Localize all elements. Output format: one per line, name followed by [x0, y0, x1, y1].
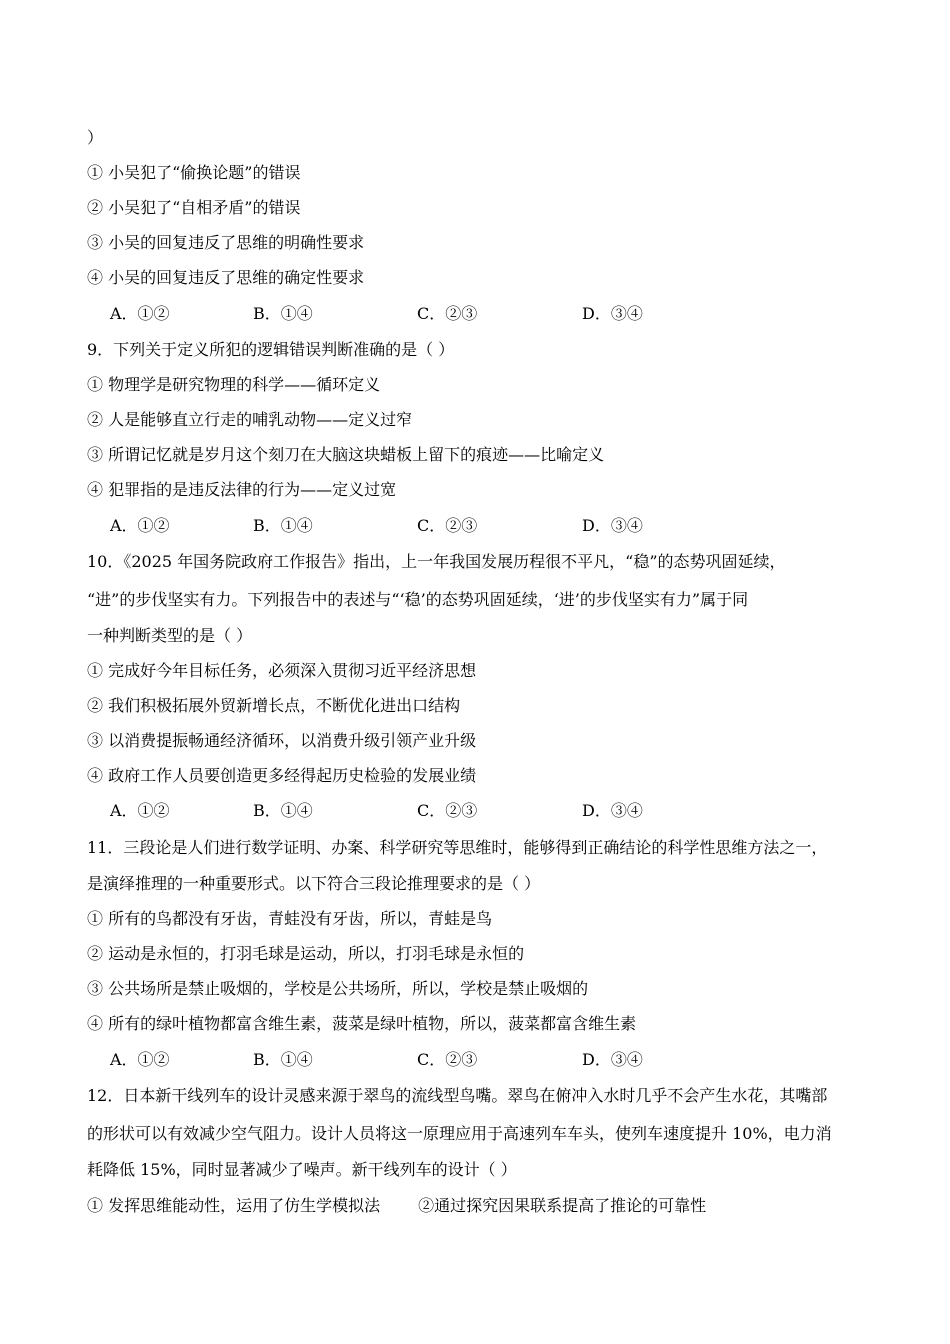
option-b[interactable]: B．①④	[253, 304, 313, 323]
q12-item-1: ① 发挥思维能动性，运用了仿生学模拟法	[87, 1196, 381, 1215]
option-c[interactable]: C．②③	[417, 304, 478, 323]
q10-item-4: ④ 政府工作人员要创造更多经得起历史检验的发展业绩	[87, 766, 477, 785]
q12-item-2: ②通过探究因果联系提高了推论的可靠性	[418, 1196, 707, 1215]
option-c[interactable]: C．②③	[417, 801, 478, 820]
option-b[interactable]: B．①④	[253, 801, 313, 820]
q10-stem-line-2: “进”的步伐坚实有力。下列报告中的表述与“‘稳’的态势巩固延续，‘进’的步伐坚实有力”属于同	[87, 590, 749, 609]
q10-stem-line-3: 一种判断类型的是（ ）	[87, 626, 253, 645]
q12-stem-line-2: 的形状可以有效减少空气阻力。设计人员将这一原理应用于高速列车车头，使列车速度提升 10%，电力消	[87, 1124, 832, 1143]
q9-stem: 9．下列关于定义所犯的逻辑错误判断准确的是（ ）	[87, 340, 455, 359]
q8-item-2: ② 小吴犯了“自相矛盾”的错误	[87, 198, 301, 217]
q8-item-4: ④ 小吴的回复违反了思维的确定性要求	[87, 268, 365, 287]
q8-item-1: ① 小吴犯了“偷换论题”的错误	[87, 163, 301, 182]
option-b[interactable]: B．①④	[253, 1050, 313, 1069]
option-d[interactable]: D．③④	[582, 1050, 643, 1069]
option-c[interactable]: C．②③	[417, 1050, 478, 1069]
q11-item-1: ① 所有的鸟都没有牙齿，青蛙没有牙齿，所以，青蛙是鸟	[87, 909, 493, 928]
q12-stem-line-3: 耗降低 15%，同时显著减少了噪声。新干线列车的设计（ ）	[87, 1160, 517, 1179]
option-a[interactable]: A．①②	[110, 516, 170, 535]
q11-stem-line-1: 11．三段论是人们进行数学证明、办案、科学研究等思维时，能够得到正确结论的科学性思维方法之一，	[87, 838, 828, 857]
q11-item-4: ④ 所有的绿叶植物都富含维生素，菠菜是绿叶植物，所以，菠菜都富含维生素	[87, 1014, 637, 1033]
option-b[interactable]: B．①④	[253, 516, 313, 535]
q9-item-4: ④ 犯罪指的是违反法律的行为——定义过宽	[87, 480, 397, 499]
q11-stem-line-2: 是演绎推理的一种重要形式。以下符合三段论推理要求的是（ ）	[87, 874, 541, 893]
q11-item-3: ③ 公共场所是禁止吸烟的，学校是公共场所，所以，学校是禁止吸烟的	[87, 979, 589, 998]
q11-item-2: ② 运动是永恒的，打羽毛球是运动，所以，打羽毛球是永恒的	[87, 944, 525, 963]
option-a[interactable]: A．①②	[110, 304, 170, 323]
q9-item-2: ② 人是能够直立行走的哺乳动物——定义过窄	[87, 410, 413, 429]
option-c[interactable]: C．②③	[417, 516, 478, 535]
q8-stem-tail: ）	[87, 128, 104, 147]
option-a[interactable]: A．①②	[110, 1050, 170, 1069]
option-d[interactable]: D．③④	[582, 801, 643, 820]
q10-item-2: ② 我们积极拓展外贸新增长点，不断优化进出口结构	[87, 696, 461, 715]
option-d[interactable]: D．③④	[582, 304, 643, 323]
q12-items-row	[87, 1196, 706, 1216]
q10-item-1: ① 完成好今年目标任务，必须深入贯彻习近平经济思想	[87, 661, 477, 680]
q9-item-1: ① 物理学是研究物理的科学——循环定义	[87, 375, 381, 394]
option-a[interactable]: A．①②	[110, 801, 170, 820]
option-d[interactable]: D．③④	[582, 516, 643, 535]
q10-item-3: ③ 以消费提振畅通经济循环，以消费升级引领产业升级	[87, 731, 477, 750]
q8-item-3: ③ 小吴的回复违反了思维的明确性要求	[87, 233, 365, 252]
q9-item-3: ③ 所谓记忆就是岁月这个刻刀在大脑这块蜡板上留下的痕迹——比喻定义	[87, 445, 605, 464]
q12-stem-line-1: 12．日本新干线列车的设计灵感来源于翠鸟的流线型鸟嘴。翠鸟在俯冲入水时几乎不会产生水花，其嘴部	[87, 1086, 828, 1105]
q10-stem-line-1: 10．《2025 年国务院政府工作报告》指出，上一年我国发展历程很不平凡，“稳”的态势巩固延续，	[87, 552, 786, 571]
